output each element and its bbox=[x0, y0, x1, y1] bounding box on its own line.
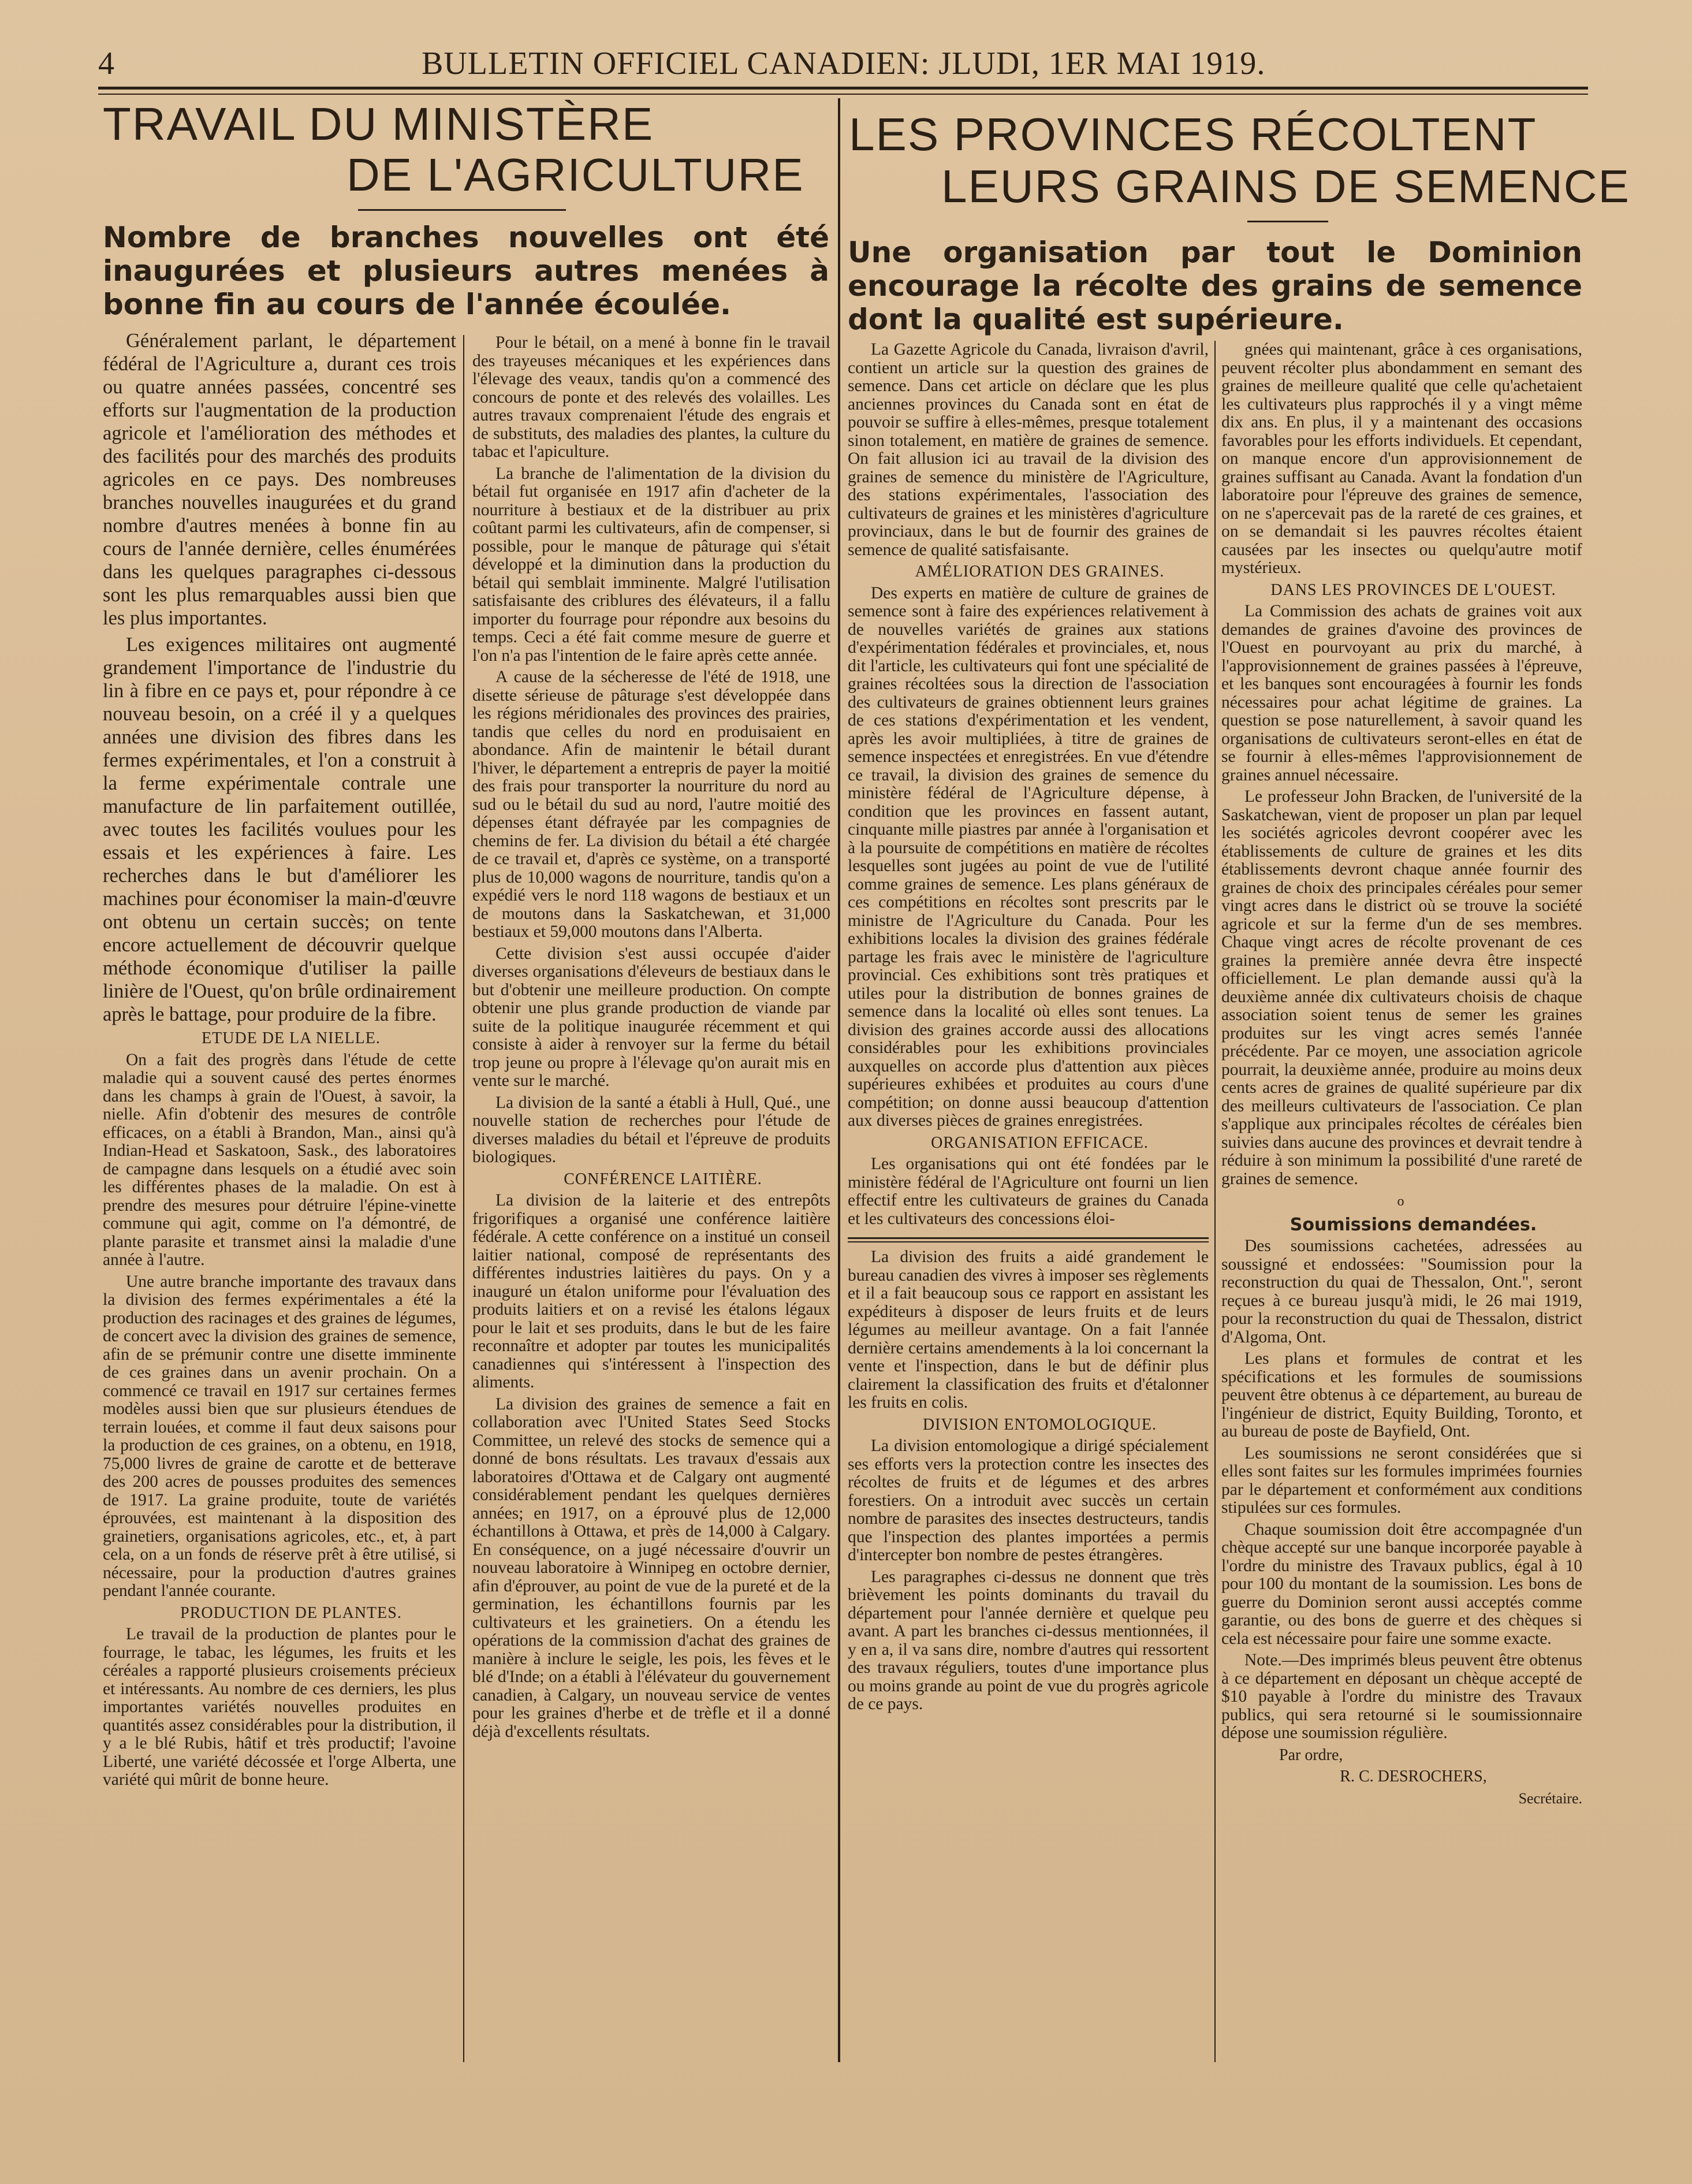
right-headline-rule bbox=[1247, 221, 1328, 222]
paragraph: Cette division s'est aussi occupée d'aider diverses organisations d'éleveurs de bestiaux dans le but d'obtenir une meilleure production. On compte obtenir une plus grande production de viande par suite de la politique inaugurée récemment et qui consiste à aider à renvoyer sur la ferme du bétail trop jeune ou propre à l'élevage qu'on aurait mis en vente sur le marché. bbox=[472, 944, 830, 1090]
left-column-1 bbox=[103, 329, 456, 1793]
signature-name: R. C. DESROCHERS, bbox=[1340, 1768, 1487, 1785]
subheading-ouest: DANS LES PROVINCES DE L'OUEST. bbox=[1270, 581, 1556, 599]
right-column-3 bbox=[848, 341, 1209, 1717]
signature-title: Secrétaire. bbox=[1518, 1789, 1582, 1807]
signature-by-order: Par ordre, bbox=[1279, 1746, 1343, 1764]
header-rule bbox=[98, 87, 1588, 90]
subheading-entomologique: DIVISION ENTOMOLOGIQUE. bbox=[922, 1415, 1157, 1434]
paragraph: Des experts en matière de culture de graines de semence sont à faire des expériences relativement à de nouvelles variétés de graines aux stations d'expérimentation fédérales et provinciales, et, nous dit l'article, les cultivateurs qui font une spécialité de graines récoltées sous la direction de l'association des cultivateurs de graines obtiennent leurs graines de ces stations d'expérimentation et les vendent, après les avoir multipliées, à titre de graines de semence inspectées et enregistrées. En vue d'étendre ce travail, la division des graines de semence du ministère fédéral de l'Agriculture dépense, à condition que les provinces en fassent autant, cinquante mille piastres par année à l'organisation et à la poursuite de compétitions en matière de récoltes lesquelles sont jugées au point de vue de l'utilité comme graines de semence. Les plans généraux de ces compétitions en récoltes sont prescrits par le ministre de l'Agriculture du Canada. Pour les exhibitions locales la division des graines fédérale partage les frais avec le ministère de l'agriculture provincial. Ces exhibitions sont très pratiques et utiles pour la distribution de bonnes graines de semence dans la localité où elles sont tenues. La division des graines accorde aussi des allocations considérables pour les exhibitions provinciales auxquelles on accorde plus d'attention aux pièces supérieures exhibées et produites au cours d'une compétition; on donne aussi beaucoup d'attention aux diverses pièces de graines enregistrées. bbox=[848, 583, 1209, 1130]
section-divider bbox=[848, 1237, 1209, 1239]
section-divider-thin bbox=[848, 1241, 1209, 1242]
left-column-2 bbox=[472, 334, 830, 1744]
left-headline-line1: TRAVAIL DU MINISTÈRE bbox=[103, 98, 654, 150]
paragraph: Les soumissions ne seront considérées que si elles sont faites sur les formules imprimées fournies par le département et conformément aux conditions stipulées sur ces formules. bbox=[1221, 1443, 1582, 1517]
page-number: 4 bbox=[98, 46, 114, 81]
left-headline-line2: DE L'AGRICULTURE bbox=[346, 149, 804, 200]
paragraph: La Gazette Agricole du Canada, livraison d'avril, contient un article sur la question des graines de semence. Dans cet article on déclare que les plus anciennes provinces du Canada sont en état de pouvoir se suffire à elles-mêmes, presque totalement sinon totalement, en matière de graines de semence. On fait allusion ici au travail de la division des graines de semence du ministère de l'Agriculture, des stations expérimentales, l'association des cultivateurs de graines et les ministères d'agriculture provinciaux, dans le but de fournir des graines de semence de qualité satisfaisante. bbox=[848, 340, 1209, 559]
paragraph: Note.—Des imprimés bleus peuvent être obtenus à ce département en déposant un chèque accepté de $10 payable à l'ordre du ministre des Travaux publics, qui sera retourné si le soumissionnaire dépose une soumission régulière. bbox=[1221, 1651, 1582, 1742]
subheading-organisation: ORGANISATION EFFICACE. bbox=[931, 1133, 1149, 1152]
paragraph: La division de la santé a établi à Hull, Qué., une nouvelle station de recherches pour l'étude de diverses maladies du bétail et l'épreuve de produits biologiques. bbox=[472, 1093, 830, 1166]
center-column-rule bbox=[838, 98, 840, 2062]
right-column-4 bbox=[1221, 341, 1582, 1811]
left-headline-rule bbox=[358, 209, 566, 211]
subheading-amelioration: AMÉLIORATION DES GRAINES. bbox=[915, 563, 1165, 581]
paragraph: Les exigences militaires ont augmenté grandement l'importance de l'industrie du lin à fibre en ce pays et, pour répondre à ce nouveau besoin, on a créé il y a quelques années une division des fibres dans les fermes expérimentales, et l'on a construit à la ferme expérimentale contrale une manufacture de lin parfaitement outillée, avec toutes les facilités voulues pour les essais et les expériences à faire. Les recherches dans le but d'améliorer les machines pour économiser la main-d'œuvre ont obtenu un certain succès; on tente encore actuellement de découvrir quelque méthode économique d'utiliser la paille linière de l'Ouest, qu'on brûle ordinairement après le battage, pour produire de la fibre. bbox=[103, 634, 456, 1025]
paragraph: Les organisations qui ont été fondées par le ministère fédéral de l'Agriculture ont fourni un lien effectif entre les cultivateurs de graines du Canada et les cultivateurs des concessions éloi- bbox=[848, 1155, 1209, 1228]
paragraph: gnées qui maintenant, grâce à ces organisations, peuvent récolter plus abondamment en semant des graines de meilleure qualité que celle qu'achetaient les cultivateurs plus rapprochés il y a vingt même dix ans. En plus, il y a maintenant des occasions favorables pour les efforts individuels. Et cependant, on manque encore d'un approvisionnement de graines suffisant au Canada. Avant la fondation d'un laboratoire pour l'épreuve des graines de semence, on ne s'apercevait pas de la rareté de ces graines, et on se demandait si les pauvres récoltes étaient causées par les insectes ou quelqu'autre motif mystérieux. bbox=[1221, 340, 1582, 577]
subheading-conference: CONFÉRENCE LAITIÈRE. bbox=[564, 1170, 762, 1188]
left-column-rule bbox=[463, 335, 464, 2062]
paragraph: La division entomologique a dirigé spécialement ses efforts vers la protection contre les insectes des récoltes de fruits et de légumes et des arbres forestiers. On a introduit avec succès un certain nombre de parasites des insectes destructeurs, tandis que l'inspection des plantes importées a permis d'intercepter bon nombre de pestes étrangères. bbox=[848, 1437, 1209, 1564]
paragraph: La branche de l'alimentation de la division du bétail fut organisée en 1917 afin d'acheter de la nourriture à bestiaux et de la distribuer au prix coûtant parmi les cultivateurs, afin de compenser, si possible, pour le manque de pâturage qui s'était développé et la diminution dans la production du bétail qui semblait imminente. Malgré l'utilisation satisfaisante des criblures des élévateurs, il a fallu importer du fourrage pour répondre aux besoins du temps. Ceci a été fait comme mesure de guerre et l'on n'a pas l'intention de le faire après cette année. bbox=[472, 464, 830, 665]
paragraph: Une autre branche importante des travaux dans la division des fermes expérimentales a été la production des racinages et des graines de légumes, de concert avec la division des graines de semence, afin de se prémunir contre une disette imminente de ces graines dans un avenir prochain. On a commencé ce travail en 1917 sur certaines fermes modèles aussi bien que sur plusieurs étendues de terrain louées, et comme il faut deux saisons pour la production de ces graines, on a obtenu, en 1918, 75,000 livres de graine de carotte et de betterave des 200 acres de pousses produites des semences de 1917. La graine produite, toute de variétés éprouvées, est maintenant à la disposition des grainetiers, organisations agricoles, etc., et, à part cela, on a un fonds de réserve prêt à être utilisé, si nécessaire, pour la production d'autres graines pendant l'année courante. bbox=[103, 1272, 456, 1600]
left-deck: Nombre de branches nouvelles ont été inaugurées et plusieurs autres menées à bonne fin au cours de l'année écoulée. bbox=[103, 221, 829, 321]
running-header bbox=[98, 45, 1594, 91]
paragraph: Des soumissions cachetées, adressées au soussigné et endossées: "Soumission pour la reconstruction du quai de Thessalon, Ont.", seront reçues à ce bureau jusqu'à midi, le 26 mai 1919, pour la reconstruction du quai de Thessalon, district d'Algoma, Ont. bbox=[1221, 1237, 1582, 1346]
subheading-nielle: ETUDE DE LA NIELLE. bbox=[202, 1029, 381, 1047]
paragraph: On a fait des progrès dans l'étude de cette maladie qui a souvent causé des pertes énormes dans les champs à grain de l'Ouest, à savoir, la nielle. Afin d'obtenir des mesures de contrôle efficaces, on a établi à Brandon, Man., ainsi qu'à Indian-Head et Saskatoon, Sask., des laboratoires de campagne dans lesquels on a étudié avec soin les différentes phases de la maladie. On est à prendre des mesures pour détruire l'épine-vinette commune qui agit, comme on l'a démontré, de plante parasite et transmet ainsi la maladie d'une année à l'autre. bbox=[103, 1050, 456, 1269]
paragraph: La division des graines de semence a fait en collaboration avec l'United States Seed Stocks Committee, un relevé des stocks de semence qui a donné de bons résultats. Les travaux d'essais aux laboratoires d'Ottawa et de Calgary ont augmenté considérablement pendant les quelques dernières années; en 1917, on a éprouvé plus de 12,000 échantillons à Ottawa, et près de 14,000 à Calgary. En conséquence, on a jugé nécessaire d'ouvrir un nouveau laboratoire à Winnipeg en octobre dernier, afin d'éprouver, au point de vue de la pureté et de la germination, les échantillons fournis par les cultivateurs et les grainetiers. On a étendu les opérations de la commission d'achat des graines de manière à inclure le seigle, les pois, les fèves et le blé d'Inde; on a établi à l'élévateur du gouvernement canadien, à Calgary, un nouveau service de ventes pour les graines d'herbe et de trèfle et il a donné déjà d'excellents résultats. bbox=[472, 1394, 830, 1741]
paragraph: Le travail de la production de plantes pour le fourrage, le tabac, les légumes, les fruits et les céréales a rapporté plusieurs croisements précieux et intéressants. Au nombre de ces derniers, les plus importantes variétés nouvelles produites en quantités assez considérables pour la distribution, il y a le blé Rubis, hâtif et très productif; l'avoine Liberté, une variété décossée et l'orge Alberta, une variété qui mûrit de bonne heure. bbox=[103, 1625, 456, 1789]
paragraph: Pour le bétail, on a mené à bonne fin le travail des trayeuses mécaniques et les expériences dans l'élevage des veaux, tandis qu'on a commencé des concours de ponte et des relevés des volailles. Les autres travaux comprenaient l'étude des engrais et de substituts, des maladies des plantes, la culture du tabac et l'apiculture. bbox=[472, 333, 830, 461]
ornament-divider: o bbox=[1397, 1194, 1407, 1209]
right-headline-line1: LES PROVINCES RÉCOLTENT bbox=[849, 109, 1537, 160]
right-column-rule bbox=[1214, 341, 1216, 2062]
paragraph: La Commission des achats de graines voit aux demandes de graines d'avoine des provinces de l'Ouest en pourvoyant au prix du marché, à l'approvisionnement de graines passées à l'épreuve, et les banques sont encouragées à fournir les fonds nécessaires pour achat légitime de graines. La question se pose naturellement, à savoir quand les organisations de cultivateurs seront-elles en état de se fournir à elles-mêmes l'approvisionnement de graines annuel nécessaire. bbox=[1221, 602, 1582, 784]
paragraph: La division de la laiterie et des entrepôts frigorifiques a organisé une conférence laitière fédérale. A cette conférence on a institué un conseil laitier national, composé de représentants des différentes industries laitières du pays. On y a inauguré un étalon uniforme pour l'évaluation des produits laitiers et on a revisé les étalons légaux pour le lait et ses produits, dans le but de les faire reconnaître et adopter par toutes les municipalités canadiennes qui s'intéressent à l'inspection des aliments. bbox=[472, 1191, 830, 1391]
paragraph: A cause de la sécheresse de l'été de 1918, une disette sérieuse de pâturage s'est développée dans les régions méridionales des provinces des prairies, tandis que celles du nord en produisaient en abondance. Afin de maintenir le bétail durant l'hiver, le département a entrepris de payer la moitié des frais pour transporter la nourriture du nord au sud ou le bétail du sud au nord, l'autre moitié des dépenses étant défrayée par les compagnies de chemins de fer. La division du bétail a été chargée de ce travail et, d'après ce système, on a transporté plus de 10,000 wagons de nourriture, tandis qu'on a expédié vers le nord 118 wagons de bestiaux et un de moutons dans la Saskatchewan, et 31,000 bestiaux et 59,000 moutons dans l'Alberta. bbox=[472, 668, 830, 941]
paragraph: Généralement parlant, le département fédéral de l'Agriculture a, durant ces trois ou quatre années passées, concentré ses efforts sur l'augmentation de la production agricole et l'amélioration des méthodes et des facilités pour des marchés des produits agricoles en ce pays. Des nombreuses branches nouvelles inaugurées et du grand nombre d'autres menées à bonne fin au cours de l'année dernière, celles énumérées dans les quelques paragraphes ci-dessous sont les plus remarquables aussi bien que les plus importantes. bbox=[103, 330, 456, 629]
paragraph: Chaque soumission doit être accompagnée d'un chèque accepté sur une banque incorporée payable à l'ordre du ministre des Travaux publics, égal à 10 pour 100 du montant de la soumission. Les bons de guerre du Dominion seront aussi acceptés comme garantie, ou des bons de guerre et des chèques si cela est nécessaire pour faire une somme exacte. bbox=[1221, 1520, 1582, 1648]
newspaper-title: BULLETIN OFFICIEL CANADIEN: JLUDI, 1ER MAI 1919. bbox=[422, 46, 1266, 81]
paragraph: Le professeur John Bracken, de l'université de la Saskatchewan, vient de proposer un plan par lequel les sociétés agricoles devront coopérer avec les établissements de culture de graines et les dits établissements devront chaque année fournir des graines de choix des principales céréales pour semer vingt acres dans le district où se trouve la société agricole et sur la ferme d'un de ses membres. Chaque vingt acres de récolte provenant de ces graines la première année devra être inspecté officiellement. Le plan demande aussi qu'à la deuxième année dix cultivateurs choisis de chaque association soient tenus de semer les graines produites sur les vingt acres semés l'année précédente. Par ce moyen, une association agricole pourrait, la deuxième année, produire au moins deux cents acres de graines de qualité supérieure par dix des meilleurs cultivateurs de l'association. Ce plan s'applique aux principales récoltes de céréales bien suivies dans aucune des provinces et devrait tendre à réduire à son minimum la possibilité d'une rareté de graines de semence. bbox=[1221, 787, 1582, 1188]
right-headline-line2: LEURS GRAINS DE SEMENCE bbox=[941, 161, 1630, 212]
right-deck: Une organisation par tout le Dominion encourage la récolte des grains de semence dont la qualité est supérieure. bbox=[848, 236, 1582, 336]
soumissions-heading: Soumissions demandées. bbox=[1290, 1214, 1537, 1235]
subheading-production: PRODUCTION DE PLANTES. bbox=[180, 1603, 402, 1622]
paragraph: La division des fruits a aidé grandement le bureau canadien des vivres à imposer ses règlements et il a fait beaucoup sous ce rapport en assistant les expéditeurs à disposer de leurs fruits et de leurs légumes au meilleur avantage. On a fait l'année dernière certains amendements à la loi concernant la vente et l'inspection, dans le but de définir plus clairement la classification des fruits et d'étalonner les fruits en colis. bbox=[848, 1248, 1209, 1412]
paragraph: Les paragraphes ci-dessus ne donnent que très brièvement les points dominants du travail du département pour l'année dernière et quelque peu avant. A part les branches ci-dessus mentionnées, il y en a, il va sans dire, nombre d'autres qui ressortent des travaux réguliers, toutes d'une importance plus ou moins grande au point de vue du progrès agricole de ce pays. bbox=[848, 1567, 1209, 1713]
paragraph: Les plans et formules de contrat et les spécifications et les formules de soumissions peuvent être obtenus à ce département, au bureau de l'ingénieur de district, Equity Building, Toronto, et au bureau de poste de Bayfield, Ont. bbox=[1221, 1349, 1582, 1441]
header-rule-thin bbox=[98, 94, 1588, 95]
